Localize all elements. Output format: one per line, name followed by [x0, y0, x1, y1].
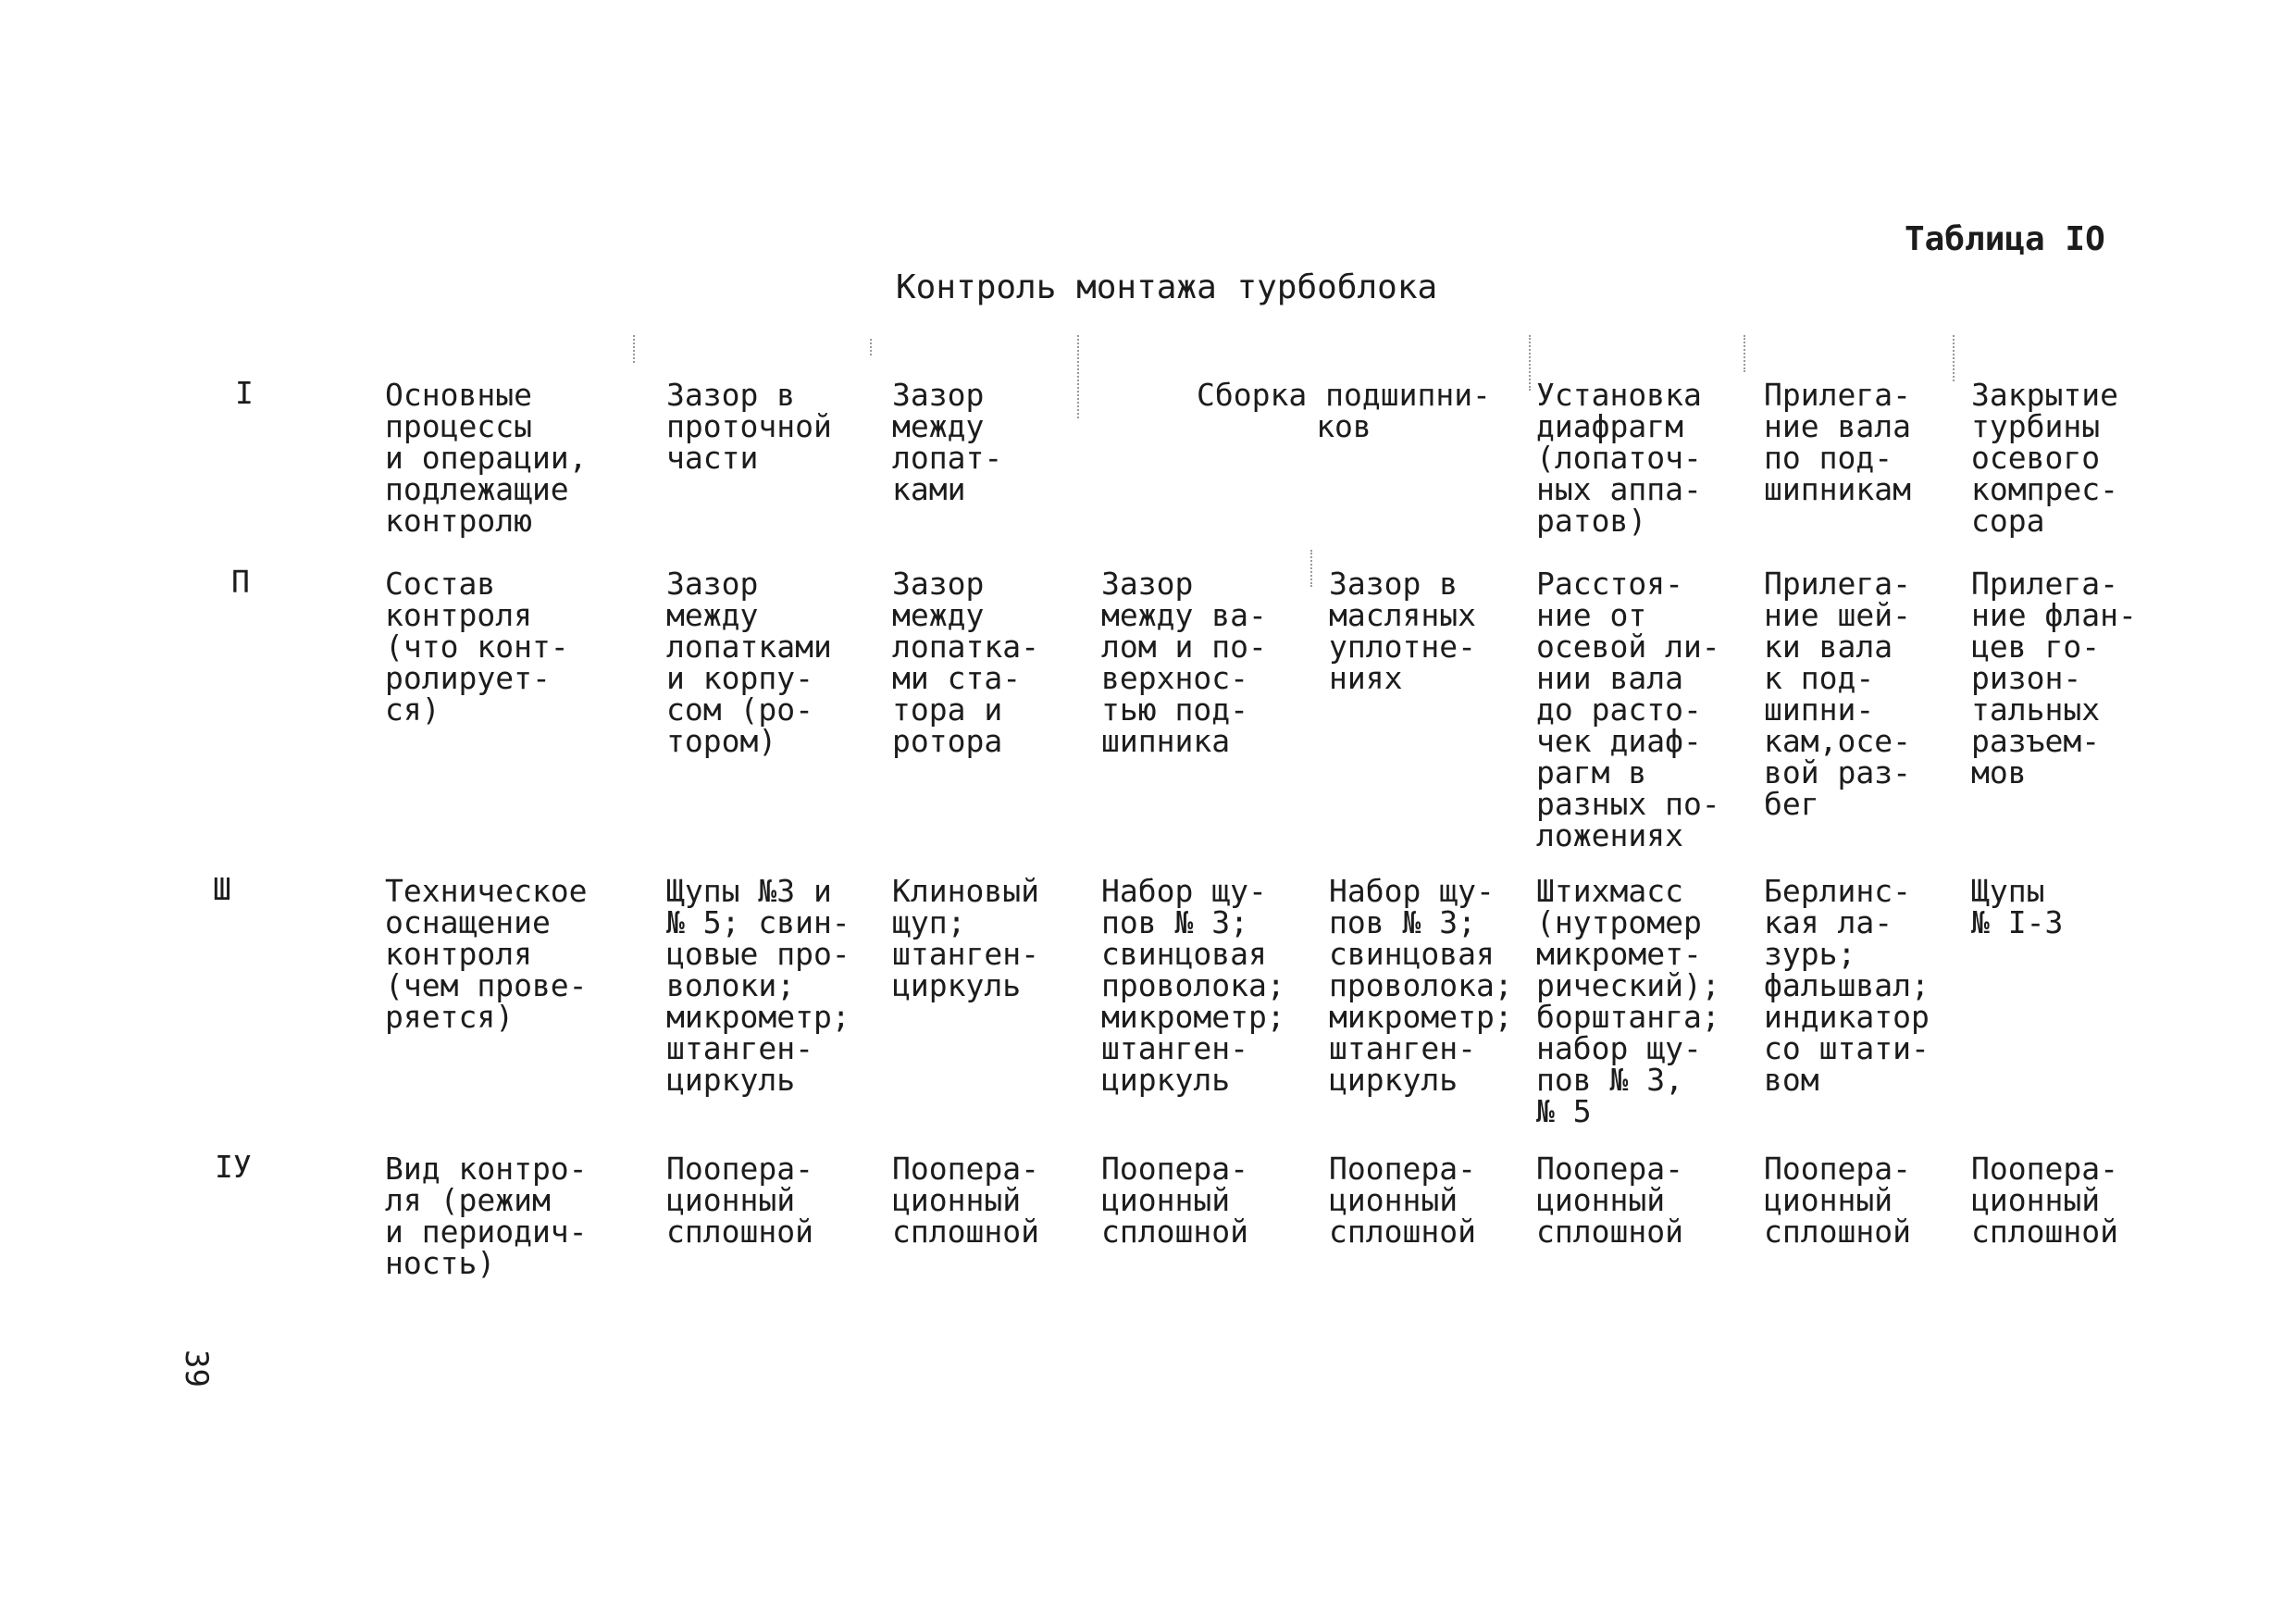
table-cell: Поопера- ционный сплошной [1971, 1151, 2118, 1250]
table-cell: Зазор между лопатка- ми ста- тора и ротора [892, 566, 1039, 759]
column-mark [870, 339, 872, 355]
table-label: Таблица IO [1905, 220, 2105, 258]
table-cell: Щупы № I-3 [1971, 873, 2064, 940]
page-title: Контроль монтажа турбоблока [896, 268, 1438, 306]
table-cell: Поопера- ционный сплошной [666, 1151, 813, 1250]
table-cell: Установка диафрагм (лопаточ- ных аппа- ратов) [1536, 377, 1702, 539]
table-cell: Щупы №3 и № 5; свин- цовые про- волоки; микрометр; штанген- циркуль [666, 873, 850, 1098]
row-number: IУ [215, 1149, 252, 1185]
table-cell: Поопера- ционный сплошной [1101, 1151, 1248, 1250]
table-cell: Зазор между ва- лом и по- верхнос- тью под- шипника [1101, 566, 1267, 759]
table-cell: Зазор между лопатками и корпу- сом (ро- тором) [666, 566, 832, 759]
table-cell: Основные процессы и операции, подлежащие контролю [385, 377, 588, 539]
table-cell: Берлинс- кая ла- зурь; фальшвал; индикатор со штати- вом [1764, 873, 1930, 1098]
table-cell: Прилега- ние флан- цев го- ризон- тальных разъем- мов [1971, 566, 2137, 790]
table-cell: Состав контроля (что конт- ролирует- ся) [385, 566, 569, 728]
table-cell: Набор щу- пов № 3; свинцовая проволока; микрометр; штанген- циркуль [1101, 873, 1285, 1098]
table-cell: Сборка подшипни- ков [1197, 377, 1491, 444]
column-mark [1310, 550, 1312, 587]
table-cell: Зазор в масляных уплотне- ниях [1329, 566, 1476, 696]
table-cell: Набор щу- пов № 3; свинцовая проволока; микрометр; штанген- циркуль [1329, 873, 1513, 1098]
column-mark [1529, 335, 1531, 391]
column-mark [633, 335, 635, 363]
page-number: 39 [178, 1350, 215, 1388]
table-cell: Поопера- ционный сплошной [1329, 1151, 1476, 1250]
table-cell: Вид контро- ля (режим и периодич- ность) [385, 1151, 588, 1281]
table-cell: Поопера- ционный сплошной [1764, 1151, 1911, 1250]
row-number: П [231, 564, 250, 600]
column-mark [1077, 335, 1079, 418]
table-cell: Клиновый щуп; штанген- циркуль [892, 873, 1039, 1003]
column-mark [1744, 335, 1745, 372]
table-cell: Прилега- ние шей- ки вала к под- шипни- кам,осе- вой раз- бег [1764, 566, 1911, 822]
table-cell: Поопера- ционный сплошной [892, 1151, 1039, 1250]
table-cell: Поопера- ционный сплошной [1536, 1151, 1683, 1250]
table-cell: Зазор в проточной части [666, 377, 832, 476]
table-cell: Техническое оснащение контроля (чем прове- ряется) [385, 873, 588, 1035]
row-number: Ш [213, 871, 231, 907]
table-cell: Расстоя- ние от осевой ли- нии вала до расто- чек диаф- рагм в разных по- ложениях [1536, 566, 1720, 853]
table-cell: Зазор между лопат- ками [892, 377, 1003, 507]
table-cell: Закрытие турбины осевого компрес- сора [1971, 377, 2118, 539]
table-cell: Прилега- ние вала по под- шипникам [1764, 377, 1911, 507]
row-number: I [235, 375, 254, 411]
column-mark [1953, 335, 1955, 381]
table-cell: Штихмасс (нутромер микромет- рический); борштанга; набор щу- пов № 3, № 5 [1536, 873, 1720, 1129]
